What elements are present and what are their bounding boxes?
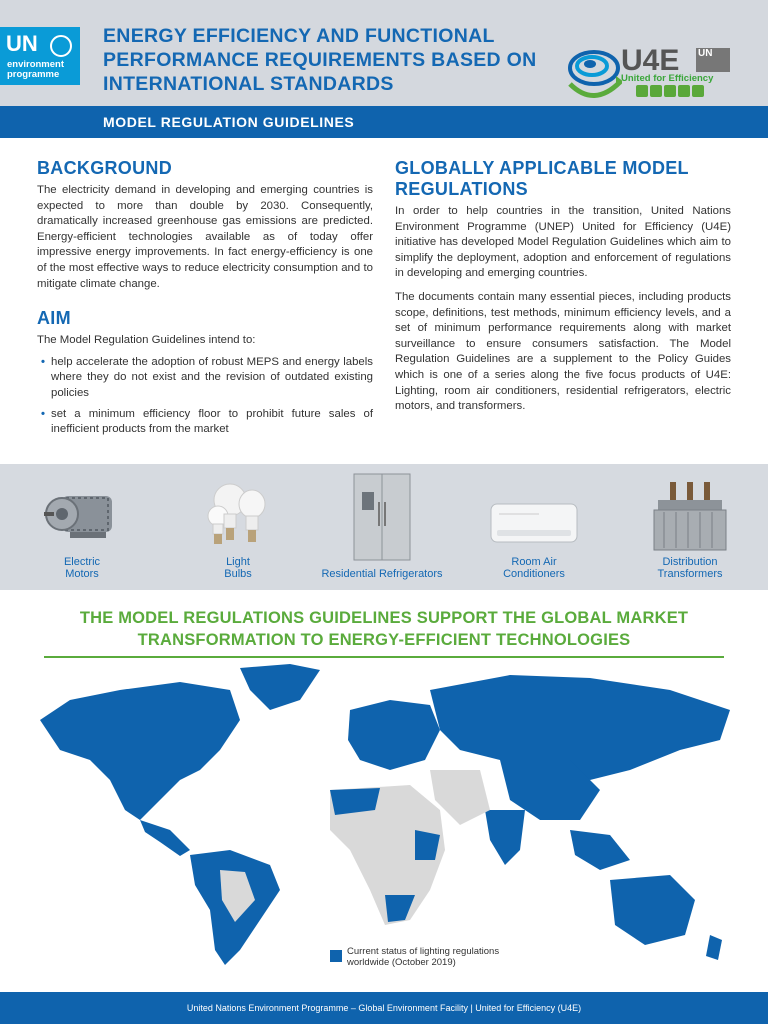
europe-region [348, 700, 440, 770]
lighting-icon [636, 85, 648, 97]
north-america-region [40, 682, 240, 820]
un-logo-sub2: programme [7, 69, 60, 80]
product-label: Light Bulbs [224, 556, 252, 580]
product-label: Residential Refrigerators [321, 568, 443, 580]
un-globe-icon [50, 35, 72, 57]
asia-region [430, 675, 730, 780]
aim-heading: AIM [37, 308, 71, 329]
light-bulbs-icon [200, 482, 280, 548]
transformer-small-icon [692, 85, 704, 97]
list-item: • set a minimum efficiency floor to prohibit future sales of inefficient products from the market [41, 407, 373, 436]
left-column [37, 158, 373, 443]
greenland-region [240, 664, 320, 710]
products-strip [0, 464, 768, 590]
u4e-product-icons [636, 84, 706, 102]
background-heading: BACKGROUND [37, 158, 172, 178]
air-conditioner-icon [489, 500, 579, 550]
product-label: Distribution Transformers [657, 556, 723, 580]
u4e-logo [566, 44, 736, 106]
footer: United Nations Environment Programme – Global Environment Facility | United for Efficiency (U4E) [0, 992, 768, 1024]
background-text: The electricity demand in developing and emerging countries is expected to more than double by 2030. Consequently, dramatically increased greenhouse gas emissions are predicted. Energy-efficient technologies available as of today offer impressive energy improvements. In fact energy-efficiency is one of the most effective ways to reduce electricity consumption and to mitigate climate change. [37, 184, 373, 290]
header [0, 0, 768, 106]
legend-swatch [330, 950, 342, 962]
u4e-tagline: United for Efficiency [621, 73, 714, 84]
india-region [485, 810, 525, 865]
southeast-asia-region [570, 830, 630, 870]
australia-region [610, 875, 695, 945]
refrigerator-icon [352, 472, 412, 562]
u4e-swirl-icon [566, 44, 622, 106]
product-label: Room Air Conditioners [503, 556, 565, 580]
motor-icon [664, 85, 676, 97]
divider [44, 656, 724, 658]
un-logo-subtitle [7, 60, 64, 80]
product-residential-refrigerators [310, 464, 454, 590]
product-room-air-conditioners [482, 464, 586, 590]
electric-motor-icon [40, 484, 124, 544]
un-environment-logo [0, 27, 80, 85]
map-section-title [30, 607, 738, 651]
product-distribution-transformers [638, 464, 742, 590]
transformer-icon [650, 480, 730, 556]
aim-intro: The Model Regulation Guidelines intend to: [37, 334, 256, 347]
global-para1: In order to help countries in the transition, United Nations Environment Programme (UNEP) United for Efficiency (U4E) initiative has developed Model Regulation Guidelines which aim to simplify the deployment, adoption and enforcement of regulations in developing and emerging countries. [395, 205, 731, 280]
band-label: MODEL REGULATION GUIDELINES [103, 114, 355, 130]
aim-bullet-text: help accelerate the adoption of robust MEPS and energy labels where they do not exist and the revision of outdated existing policies [51, 355, 373, 399]
product-electric-motors [30, 464, 134, 590]
legend-text: Current status of lighting regulations worldwide (October 2019) [347, 946, 500, 968]
un-logo-sub1: environment [7, 59, 65, 70]
global-heading: GLOBALLY APPLICABLE MODEL REGULATIONS [395, 158, 689, 199]
right-column [395, 158, 731, 415]
aim-bullet-text: set a minimum efficiency floor to prohibit future sales of inefficient products from the market [51, 407, 373, 436]
section-band [0, 106, 768, 138]
global-para2: The documents contain many essential pieces, including products scope, definitions, test methods, minimum efficiency levels, and a set of minimum performance requirements along with market surveillance to ensure consumers satisfaction. The Model Regulation Guidelines are a supplement to the Policy Guides which is one of a series along the five focus products of U4E: Lighting, room air conditioners, residential refrigerators, electric motors, and transformers. [395, 290, 731, 413]
world-map [30, 660, 740, 980]
map-title-line1: THE MODEL REGULATIONS GUIDELINES SUPPORT THE GLOBAL MARKET [79, 609, 689, 627]
product-label: Electric Motors [63, 556, 101, 580]
new-zealand-region [706, 935, 722, 960]
fridge-icon [678, 85, 690, 97]
aim-list [37, 355, 373, 438]
u4e-wordmark: U4E [621, 44, 680, 77]
u4e-un-badge: UN [696, 48, 730, 72]
un-logo-mark: UN [6, 31, 38, 56]
central-america-region [140, 820, 190, 856]
page-title: ENERGY EFFICIENCY AND FUNCTIONAL PERFORMANCE REQUIREMENTS BASED ON INTERNATIONAL STANDARDS [103, 25, 537, 95]
map-title-line2: TRANSFORMATION TO ENERGY-EFFICIENT TECHNOLOGIES [137, 631, 631, 649]
ac-icon [650, 85, 662, 97]
list-item: • help accelerate the adoption of robust MEPS and energy labels where they do not exist and the revision of outdated existing policies [41, 355, 373, 399]
product-light-bulbs [186, 464, 290, 590]
